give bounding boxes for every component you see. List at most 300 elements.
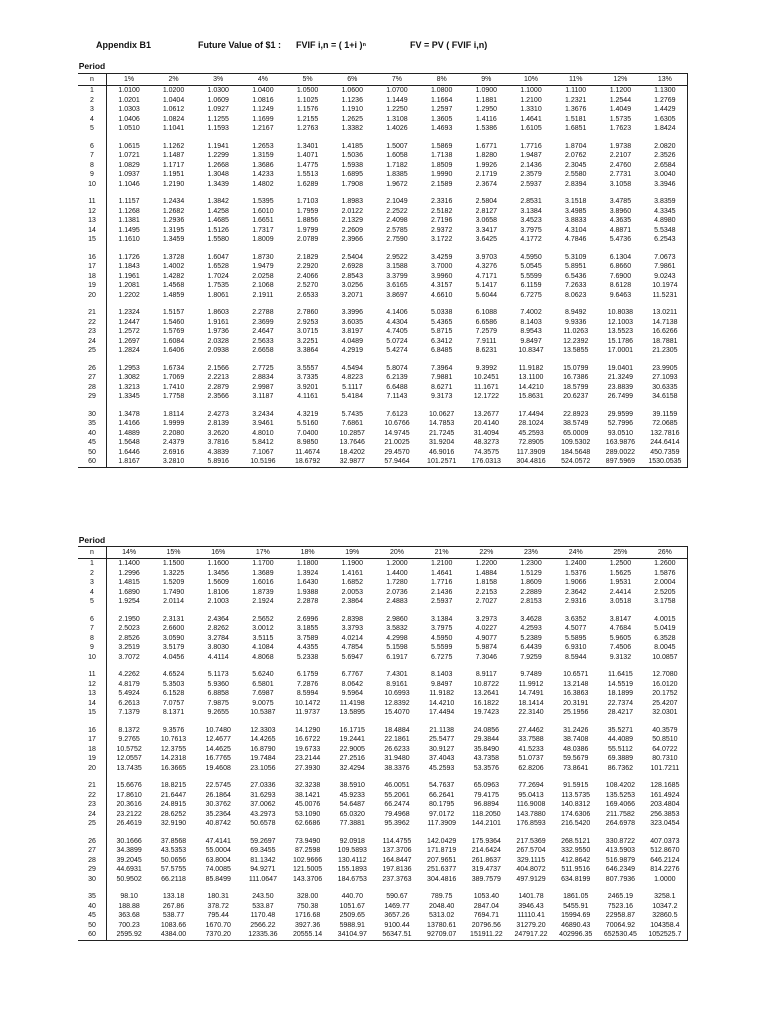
fvif-value-cell: 1.4071 — [296, 152, 319, 159]
fvif-value-cell: 93.0510 — [607, 429, 634, 437]
rate-header-row — [78, 547, 688, 559]
table-row — [78, 151, 688, 161]
table-row — [78, 448, 688, 458]
fvif-value-cell: 5.9360 — [207, 680, 229, 688]
fvif-value-cell: 101.2571 — [419, 457, 464, 467]
table-row — [78, 559, 688, 569]
fvif-value-cell: 1.1576 — [296, 106, 319, 113]
fvif-value-cell: 3.8030 — [207, 644, 229, 651]
fvif-value-cell: 5.4365 — [430, 318, 453, 326]
fvif-value-cell: 5.8715 — [430, 328, 453, 335]
fvif-value-cell: 3.9960 — [430, 272, 453, 280]
fvif-value-cell: 1.5157 — [162, 309, 185, 316]
fvif-value-cell: 72.8905 — [518, 439, 544, 446]
table-row — [78, 235, 688, 245]
fvif-value-cell: 4.5494 — [341, 364, 363, 372]
spacer-cell — [330, 402, 375, 410]
table-row — [78, 226, 688, 236]
fvif-value-cell: 3.1384 — [520, 207, 542, 215]
table-row — [78, 597, 688, 607]
fvif-value-cell: 7694.71 — [473, 912, 499, 919]
fvif-value-cell: 59.2697 — [250, 837, 276, 845]
fvif-value-cell: 700.23 — [107, 921, 152, 931]
fvif-value-cell: 1.3225 — [162, 569, 185, 577]
fvif-value-cell: 1.3048 — [207, 171, 229, 178]
fvif-value-cell: 2.6600 — [162, 625, 185, 632]
fvif-value-cell: 17.0001 — [607, 347, 634, 354]
table-row — [78, 457, 688, 467]
fvif-value-cell: 1.9254 — [107, 597, 152, 607]
fvif-value-cell: 1.2324 — [107, 308, 152, 318]
fvif-value-cell: 2.4364 — [207, 615, 229, 623]
spacer-cell — [151, 356, 196, 364]
fvif-value-cell: 25.1956 — [563, 709, 589, 716]
period-cell: 28 — [88, 383, 96, 391]
period-cell: 28 — [88, 856, 96, 864]
spacer-cell — [375, 829, 420, 837]
fvif-value-cell: 4.1406 — [386, 309, 408, 316]
fvif-value-cell: 16.1715 — [339, 726, 365, 734]
fvif-value-cell: 1.1726 — [107, 253, 152, 263]
rate-header-row — [78, 74, 688, 86]
spacer-cell — [78, 245, 107, 253]
period-cell: 45 — [88, 439, 96, 446]
fvif-value-cell: 1.6852 — [341, 579, 363, 586]
fvif-value-cell: 2.2889 — [520, 588, 542, 596]
fvif-value-cell: 2.4273 — [207, 410, 229, 418]
fvif-value-cell: 413.5903 — [605, 847, 635, 854]
fvif-value-cell: 25.5477 — [429, 736, 455, 743]
fvif-value-cell: 1.2668 — [207, 161, 229, 169]
fvif-value-cell: 31.4094 — [473, 429, 499, 437]
group-spacer — [78, 300, 688, 308]
fvif-value-cell: 1.5007 — [386, 142, 408, 150]
fvif-value-cell: 2.5652 — [252, 615, 274, 623]
fvif-value-cell: 38.3376 — [384, 764, 410, 772]
spacer-cell — [285, 300, 330, 308]
spacer-cell — [509, 134, 554, 142]
fvif-value-cell: 402996.35 — [553, 930, 598, 940]
table-row — [78, 96, 688, 106]
fvif-value-cell: 1.1951 — [162, 171, 185, 178]
fvif-value-cell: 2.8398 — [341, 615, 363, 623]
fvif-value-cell: 1.2697 — [107, 337, 152, 347]
rate-header: 17% — [241, 547, 286, 559]
fvif-value-cell: 8.9492 — [565, 309, 587, 316]
spacer-cell — [241, 607, 286, 615]
fvif-value-cell: 57.9464 — [375, 457, 420, 467]
fvif-value-cell: 1.9066 — [565, 579, 587, 586]
fvif-value-cell: 18.8215 — [160, 782, 187, 789]
fvif-value-cell: 1.2936 — [162, 217, 185, 224]
spacer-cell — [151, 718, 196, 726]
fvif-value-cell: 1.1843 — [107, 262, 152, 272]
period-cell: 3 — [90, 579, 94, 586]
fvif-value-cell: 50.9502 — [107, 875, 152, 885]
fvif-value-cell: 77.2694 — [518, 782, 544, 789]
table-row — [78, 846, 688, 856]
spacer-cell — [643, 189, 688, 197]
fvif-value-cell: 3.4523 — [520, 217, 542, 224]
fvif-value-cell: 7.2876 — [296, 680, 319, 688]
table-row — [78, 262, 688, 272]
fvif-value-cell: 94.9271 — [250, 866, 276, 873]
fvif-value-cell: 180.31 — [207, 893, 229, 900]
rate-header: 15% — [151, 547, 196, 559]
fvif-value-cell: 23.9905 — [643, 364, 688, 374]
fvif-value-cell: 1.6890 — [107, 588, 152, 598]
spacer-cell — [643, 402, 688, 410]
fvif-value-cell: 1.2653 — [252, 142, 274, 150]
fvif-value-cell: 1.0406 — [107, 115, 152, 125]
fvif-value-cell: 98.10 — [107, 892, 152, 902]
fvif-value-cell: 30.6335 — [643, 383, 688, 393]
spacer-cell — [241, 718, 286, 726]
period-cell: 4 — [90, 115, 94, 123]
fvif-value-cell: 7.0400 — [296, 429, 319, 437]
fvif-value-cell: 18.7881 — [643, 337, 688, 347]
fvif-value-cell: 3.5557 — [296, 364, 319, 372]
fvif-value-cell: 66.2641 — [429, 791, 455, 799]
fvif-value-cell: 35.2364 — [205, 810, 231, 818]
fvif-value-cell: 1.6305 — [643, 115, 688, 125]
spacer-cell — [419, 300, 464, 308]
fvif-value-cell: 62.8206 — [518, 764, 544, 772]
period-cell: 10 — [88, 653, 96, 661]
table-row — [78, 781, 688, 791]
spacer-cell — [330, 189, 375, 197]
fvif-value-cell: 1.5460 — [162, 318, 185, 326]
fvif-value-cell: 27.3930 — [294, 764, 321, 772]
spacer-cell — [643, 134, 688, 142]
fvif-value-cell: 117.3909 — [427, 820, 456, 827]
fvif-value-cell: 4.1161 — [297, 393, 319, 400]
fvif-value-cell: 40.8742 — [205, 820, 231, 827]
fvif-value-cell: 1.5769 — [162, 328, 185, 335]
fvif-value-cell: 10.7480 — [205, 726, 231, 734]
fvif-value-cell: 1.2544 — [609, 96, 632, 104]
fvif-value-cell: 3.3864 — [296, 347, 319, 354]
fvif-value-cell: 22.5745 — [205, 782, 231, 789]
table-row — [78, 800, 688, 810]
period-cell: 40 — [88, 902, 96, 910]
fvif-value-cell: 5.8916 — [196, 457, 241, 467]
fvif-value-cell: 13.2641 — [473, 690, 499, 697]
fvif-value-cell: 87.2598 — [294, 847, 321, 854]
fvif-value-cell: 304.4816 — [509, 457, 554, 467]
fvif-value-cell: 31.6293 — [250, 791, 276, 799]
fvif-value-cell: 15.6676 — [107, 781, 152, 791]
fvif-value-cell: 12.1722 — [473, 393, 499, 400]
fvif-value-cell: 5988.91 — [339, 921, 365, 929]
fvif-value-cell: 45.2593 — [518, 429, 544, 437]
fvif-value-cell: 2847.04 — [473, 902, 499, 910]
fvif-value-cell: 3.7000 — [430, 263, 453, 270]
fvif-value-cell: 332.9550 — [561, 847, 591, 854]
fvif-value-cell: 795.44 — [207, 912, 229, 919]
fvif-value-cell: 1083.66 — [160, 921, 187, 929]
fvif-value-cell: 2.5023 — [107, 624, 152, 634]
fvif-value-cell: 1.9672 — [386, 180, 408, 188]
fvif-value-cell: 9.2765 — [107, 735, 152, 745]
fvif-value-cell: 1.8739 — [252, 588, 274, 596]
period-cell: 20 — [88, 764, 96, 772]
spacer-cell — [285, 607, 330, 615]
fvif-value-cell: 14.4265 — [250, 736, 276, 743]
group-spacer — [78, 829, 688, 837]
fvif-value-cell: 26.7499 — [607, 393, 634, 400]
fvif-value-cell: 3946.43 — [518, 902, 544, 910]
fvif-value-cell: 13.1100 — [518, 374, 544, 381]
period-label: Period — [78, 535, 106, 545]
fvif-value-cell: 2.6916 — [162, 448, 185, 456]
group-spacer — [78, 773, 688, 781]
fvif-value-cell: 1.4815 — [107, 578, 152, 588]
spacer-cell — [419, 718, 464, 726]
spacer-cell — [464, 607, 509, 615]
fvif-value-cell: 3.0715 — [296, 328, 319, 335]
fvif-value-cell: 9.0075 — [252, 699, 274, 707]
fvif-value-cell: 1.6895 — [341, 171, 363, 178]
fvif-value-cell: 1.4568 — [162, 282, 185, 289]
fvif-value-cell: 11.5231 — [643, 291, 688, 301]
spacer-cell — [330, 607, 375, 615]
spacer-cell — [196, 402, 241, 410]
spacer-cell — [419, 356, 464, 364]
fvif-value-cell: 243.50 — [252, 893, 274, 900]
fvif-value-cell: 2.5404 — [341, 253, 363, 261]
period-cell: 60 — [78, 457, 107, 467]
fvif-value-cell: 3.5115 — [252, 634, 274, 642]
spacer-cell — [151, 300, 196, 308]
fvif-value-cell: 1.9926 — [475, 161, 498, 169]
fvif-value-cell: 2.2107 — [609, 152, 632, 159]
fvif-value-cell: 2.1950 — [107, 615, 152, 625]
fvif-value-cell: 1170.48 — [250, 912, 276, 919]
spacer-cell — [643, 356, 688, 364]
fvif-value-cell: 9.5964 — [341, 690, 363, 697]
fvif-value-cell: 6.1304 — [609, 253, 632, 261]
fvif-value-cell: 1.4889 — [107, 429, 152, 439]
fvif-value-cell: 750.38 — [296, 902, 319, 910]
period-cell: 26 — [88, 837, 96, 845]
spacer-cell — [419, 245, 464, 253]
period-cell: 23 — [88, 328, 96, 335]
fvif-value-cell: 2.9316 — [565, 598, 587, 605]
fvif-value-cell: 2.6533 — [296, 291, 319, 299]
fvif-value-cell: 8.9543 — [520, 328, 542, 335]
table-row — [78, 643, 688, 653]
fvif-value-cell: 1.5181 — [565, 115, 587, 123]
group-spacer — [78, 662, 688, 670]
fvif-value-cell: 38.5749 — [563, 420, 589, 427]
fvif-value-cell: 1.1381 — [107, 216, 152, 226]
fvif-value-cell: 4.8980 — [643, 216, 688, 226]
fvif-value-cell: 95.3962 — [384, 820, 410, 827]
fvif-value-cell: 2.8531 — [520, 198, 542, 205]
fvif-value-cell: 412.8642 — [561, 856, 591, 864]
fvif-value-cell: 18.5799 — [563, 383, 589, 391]
fvif-value-cell: 28.6252 — [160, 810, 187, 818]
fvif-value-cell: 1.3345 — [107, 392, 152, 402]
fvif-value-cell: 2.5937 — [430, 598, 453, 605]
fvif-value-cell: 9.3992 — [475, 364, 498, 372]
fvif-value-cell: 11.4674 — [295, 448, 320, 456]
spacer-cell — [330, 134, 375, 142]
fvif-value-cell: 26.6233 — [384, 745, 410, 753]
spacer-cell — [598, 356, 643, 364]
period-cell: 12 — [88, 680, 96, 688]
spacer-cell — [285, 718, 330, 726]
fvif-value-cell: 1.3382 — [341, 125, 363, 132]
fvif-value-cell: 31.9480 — [384, 755, 410, 762]
fvif-value-cell: 1.9479 — [252, 263, 274, 270]
fvif-value-cell: 9.3173 — [430, 393, 453, 400]
fvif-value-cell: 12.0557 — [107, 754, 152, 764]
period-cell: 7 — [90, 152, 94, 159]
fvif-value-cell: 5.2389 — [520, 634, 542, 642]
fvif-value-cell: 7.6987 — [252, 690, 274, 697]
spacer-cell — [196, 718, 241, 726]
period-cell: 27 — [88, 847, 96, 854]
fvif-value-cell: 1.3310 — [520, 106, 542, 113]
fvif-value-cell: 1530.0535 — [643, 457, 688, 467]
fvif-value-cell: 6.1159 — [520, 282, 542, 289]
fvif-value-cell: 15.0799 — [563, 364, 589, 372]
fvif-value-cell: 5.0419 — [643, 624, 688, 634]
fvif-value-cell: 8.5944 — [565, 653, 587, 661]
fvif-value-cell: 1.0200 — [162, 87, 185, 94]
fvif-value-cell: 111.0647 — [248, 875, 277, 883]
fvif-value-cell: 14.4210 — [429, 699, 455, 707]
fvif-value-cell: 1.3676 — [565, 106, 587, 113]
spacer-cell — [553, 356, 598, 364]
fvif-value-cell: 1.7069 — [162, 374, 185, 381]
fvif-value-cell: 86.7362 — [607, 764, 634, 772]
table-row — [78, 291, 688, 301]
spacer-cell — [107, 718, 152, 726]
table-row — [78, 327, 688, 337]
fvif-value-cell: 54.7637 — [429, 782, 455, 789]
fvif-value-cell: 1.4802 — [252, 180, 274, 188]
spacer-cell — [375, 245, 420, 253]
table-row — [78, 180, 688, 190]
fvif-value-cell: 12.2392 — [563, 337, 589, 345]
period-cell: 20 — [88, 291, 96, 299]
fvif-value-cell: 6.1088 — [475, 309, 498, 316]
spacer-cell — [151, 884, 196, 892]
period-cell: 23 — [88, 801, 96, 808]
spacer-cell — [598, 607, 643, 615]
fvif-value-cell: 1.2950 — [475, 106, 498, 113]
fvif-value-cell: 2.7196 — [430, 217, 453, 224]
fvif-value-cell: 29.9599 — [607, 410, 634, 418]
rate-header: 7% — [375, 74, 420, 86]
fvif-value-cell: 1.7490 — [162, 588, 185, 596]
rate-header: 21% — [419, 547, 464, 559]
fvif-value-cell: 4.3219 — [296, 410, 319, 418]
fvif-value-cell: 151911.22 — [464, 930, 509, 940]
fvif-value-cell: 17.8610 — [107, 791, 152, 801]
spacer-cell — [553, 884, 598, 892]
fvif-value-cell: 329.1115 — [516, 856, 546, 864]
fvif-value-cell: 1.1400 — [107, 559, 152, 569]
table-row — [78, 207, 688, 217]
spacer-cell — [553, 773, 598, 781]
fvif-value-cell: 1.5395 — [252, 198, 274, 205]
fvif-value-cell: 5.8074 — [386, 364, 408, 372]
fvif-value-cell: 1.7716 — [520, 142, 542, 150]
fvif-value-cell: 789.75 — [430, 893, 453, 900]
fvif-value-cell: 2.3526 — [643, 151, 688, 161]
fvif-value-cell: 5.6947 — [341, 653, 363, 661]
fvif-value-cell: 6.8660 — [609, 263, 632, 270]
fvif-value-cell: 4.2919 — [341, 347, 363, 354]
fvif-value-cell: 3.0590 — [162, 634, 185, 642]
fvif-value-cell: 14.7138 — [643, 318, 688, 328]
table-row — [78, 699, 688, 709]
fvif-value-cell: 96.8894 — [473, 801, 499, 808]
fvif-value-cell: 9.2655 — [207, 709, 229, 716]
fvif-value-cell: 1.8106 — [207, 588, 229, 596]
fvif-value-cell: 7.4002 — [520, 309, 542, 316]
period-cell: 50 — [88, 448, 96, 456]
spacer-cell — [330, 884, 375, 892]
fvif-value-cell: 4.3839 — [207, 448, 229, 456]
formula-fvif: FVIF i,n = ( 1+i )ⁿ — [296, 40, 367, 50]
fvif-value-cell: 8.1371 — [162, 709, 185, 716]
table-row — [78, 819, 688, 829]
fvif-value-cell: 2.1589 — [430, 180, 453, 188]
fvif-value-cell: 72.0685 — [643, 419, 688, 429]
fvif-value-cell: 3.8197 — [341, 328, 363, 335]
fvif-value-cell: 10.5387 — [250, 709, 276, 716]
fvif-value-cell: 1.4685 — [207, 217, 229, 224]
fvif-value-cell: 1.5209 — [162, 579, 185, 586]
fvif-value-cell: 1.4429 — [643, 105, 688, 115]
fvif-value-cell: 1.3478 — [107, 410, 152, 420]
fvif-value-cell: 10.6571 — [563, 671, 589, 678]
fvif-value-cell: 4.8871 — [609, 226, 632, 234]
fvif-value-cell: 6.6488 — [386, 383, 408, 391]
fvif-value-cell: 389.7579 — [471, 875, 501, 883]
fvif-value-cell: 7.9259 — [520, 653, 542, 661]
fvif-value-cell: 1.2155 — [296, 115, 319, 123]
fvif-value-cell: 12.1003 — [607, 318, 634, 326]
fvif-value-cell: 2.5205 — [643, 588, 688, 598]
fvif-value-cell: 2.8139 — [207, 420, 229, 427]
fvif-value-cell: 20.1752 — [643, 689, 688, 699]
fvif-value-cell: 13780.61 — [427, 921, 457, 929]
fvif-value-cell: 10.5196 — [241, 457, 286, 467]
table-row — [78, 911, 688, 921]
spacer-cell — [643, 718, 688, 726]
fvif-value-cell: 55.2061 — [384, 791, 410, 799]
fvif-value-cell: 1861.05 — [563, 893, 589, 900]
spacer-cell — [196, 773, 241, 781]
fvif-value-cell: 55.5112 — [608, 745, 633, 753]
fvif-value-cell: 155.1893 — [337, 866, 367, 873]
fvif-value-cell: 1.1717 — [162, 161, 185, 169]
fvif-value-cell: 1.1249 — [252, 106, 274, 113]
fvif-value-cell: 214.6424 — [471, 847, 501, 854]
fvif-value-cell: 6.4439 — [520, 644, 542, 651]
table-row — [78, 197, 688, 207]
table-row — [78, 865, 688, 875]
fvif-value-cell: 6.7275 — [520, 291, 542, 299]
fvif-value-cell: 109.5302 — [561, 439, 591, 446]
fvif-value-cell: 7.6861 — [341, 420, 363, 427]
